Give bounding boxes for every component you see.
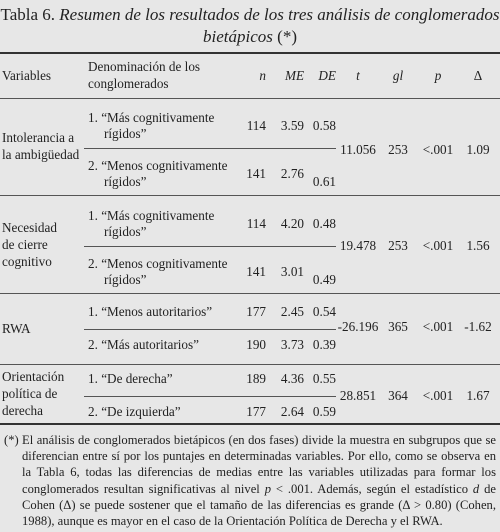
header-gl: gl (392, 68, 404, 83)
footnote-text-2: < .001. Además, según el estadístico (271, 481, 473, 496)
cluster-divider-rule (84, 246, 336, 247)
cluster-name: 1. “Más cognitivamente (88, 110, 215, 125)
variable-label: cognitivo (2, 253, 52, 269)
footnote-text (22, 432, 496, 529)
cluster-name: 2. “De izquierda” (88, 404, 181, 419)
cluster-name: 2. “Menos cognitivamente (88, 158, 228, 173)
variable-label: Necesidad (2, 219, 57, 235)
cell-me: 2.45 (280, 304, 304, 319)
header-n: n (259, 68, 266, 83)
cell-me: 4.20 (280, 216, 304, 231)
cell-t: -26.196 (337, 319, 379, 334)
cluster-name: rígidos” (104, 272, 147, 287)
cluster-divider-rule (84, 396, 336, 397)
cell-gl: 364 (388, 388, 408, 403)
variable-label: Intolerancia a (2, 130, 75, 145)
group-bottom-rule (0, 293, 500, 294)
cell-de: 0.61 (312, 174, 336, 189)
cell-n: 190 (246, 337, 266, 352)
table-header-rule (0, 98, 500, 99)
cell-n: 114 (246, 216, 266, 231)
cluster-name: rígidos” (104, 224, 147, 239)
cell-gl: 253 (388, 238, 408, 253)
footnote-text-3: de Cohen (Δ) se puede sostener que el tamaño de las diferencias es grande (Δ > 0.80) (Cohen, 1988), aunque es mayor en el caso de la Orientación Política de Derecha y el RWA. (22, 481, 496, 529)
header-p: p (434, 68, 442, 83)
cell-t: 11.056 (340, 142, 376, 157)
group-bottom-rule (0, 364, 500, 365)
cell-n: 114 (246, 118, 266, 133)
header-delta: Δ (473, 68, 483, 83)
cell-me: 3.01 (280, 264, 304, 279)
cell-delta: 1.56 (466, 238, 490, 253)
cell-me: 3.59 (280, 118, 304, 133)
cluster-name: 2. “Menos cognitivamente (88, 256, 228, 271)
cluster-name: rígidos” (104, 174, 147, 189)
cell-gl: 253 (388, 142, 408, 157)
variable-label: derecha (2, 402, 43, 418)
table-title (0, 4, 500, 48)
table-title-italic: Resumen de los resultados de los tres análisis de conglomerados bietápicos (59, 5, 500, 46)
table-top-rule (0, 52, 500, 54)
cluster-divider-rule (84, 329, 336, 330)
cell-me: 4.36 (280, 371, 304, 386)
cell-n: 177 (246, 304, 266, 319)
cell-de: 0.58 (312, 118, 336, 133)
cell-de: 0.59 (312, 404, 336, 419)
variable-label: Orientación (2, 368, 65, 384)
header-de: DE (318, 68, 336, 83)
header-denomination-1: Denominación de los (88, 59, 201, 74)
footnote-p-symbol: p (264, 481, 271, 496)
cell-delta: 1.67 (466, 388, 490, 403)
cell-delta: -1.62 (464, 319, 492, 334)
header-t: t (356, 68, 360, 83)
cell-n: 141 (246, 166, 266, 181)
footnote-text-1: El análisis de conglomerados bietápicos (en dos fases) divide la muestra en subgrupos que se diferencian entre sí por los puntajes en determinadas variables. Por ello, como se observa en la Tabla 6, todas las diferencias de medias entre las variables utilizadas para formar los conglomerados resultan significativas al nivel (22, 433, 496, 496)
cell-de: 0.54 (312, 304, 336, 319)
cluster-name: 1. “De derecha” (88, 371, 173, 386)
group-bottom-rule (0, 423, 500, 425)
group-bottom-rule (0, 195, 500, 196)
cell-n: 189 (246, 371, 266, 386)
table-title-suffix: (*) (272, 27, 297, 46)
cell-de: 0.48 (312, 216, 336, 231)
variable-label: RWA (2, 320, 31, 336)
cluster-name: rígidos” (104, 126, 147, 141)
cell-de: 0.49 (312, 272, 336, 287)
cluster-name: 1. “Más cognitivamente (88, 208, 215, 223)
cell-delta: 1.09 (466, 142, 490, 157)
header-variables: Variables (2, 68, 52, 83)
cell-n: 141 (246, 264, 266, 279)
variable-label: política de (2, 385, 58, 401)
cell-me: 2.64 (280, 404, 304, 419)
cell-p: <.001 (422, 319, 454, 334)
cell-t: 19.478 (339, 238, 377, 253)
variable-label: de cierre (2, 236, 48, 252)
cluster-divider-rule (84, 148, 336, 149)
cell-p: <.001 (422, 388, 454, 403)
cell-de: 0.39 (312, 337, 336, 352)
cell-gl: 365 (388, 319, 408, 334)
header-me: ME (284, 68, 304, 83)
cell-me: 3.73 (280, 337, 304, 352)
table-title-prefix: Tabla 6. (0, 5, 60, 24)
cell-de: 0.55 (312, 371, 336, 386)
cell-n: 177 (246, 404, 266, 419)
cell-me: 2.76 (280, 166, 304, 181)
footnote-mark: (*) (4, 433, 19, 447)
cell-t: 28.851 (339, 388, 377, 403)
variable-label: la ambigüedad (2, 147, 80, 162)
cell-p: <.001 (422, 238, 454, 253)
header-denomination-2: conglomerados (88, 76, 169, 91)
cell-p: <.001 (422, 142, 454, 157)
cluster-name: 1. “Menos autoritarios” (88, 304, 213, 319)
footnote-d-symbol: d (472, 481, 480, 496)
cluster-name: 2. “Más autoritarios” (88, 337, 199, 352)
